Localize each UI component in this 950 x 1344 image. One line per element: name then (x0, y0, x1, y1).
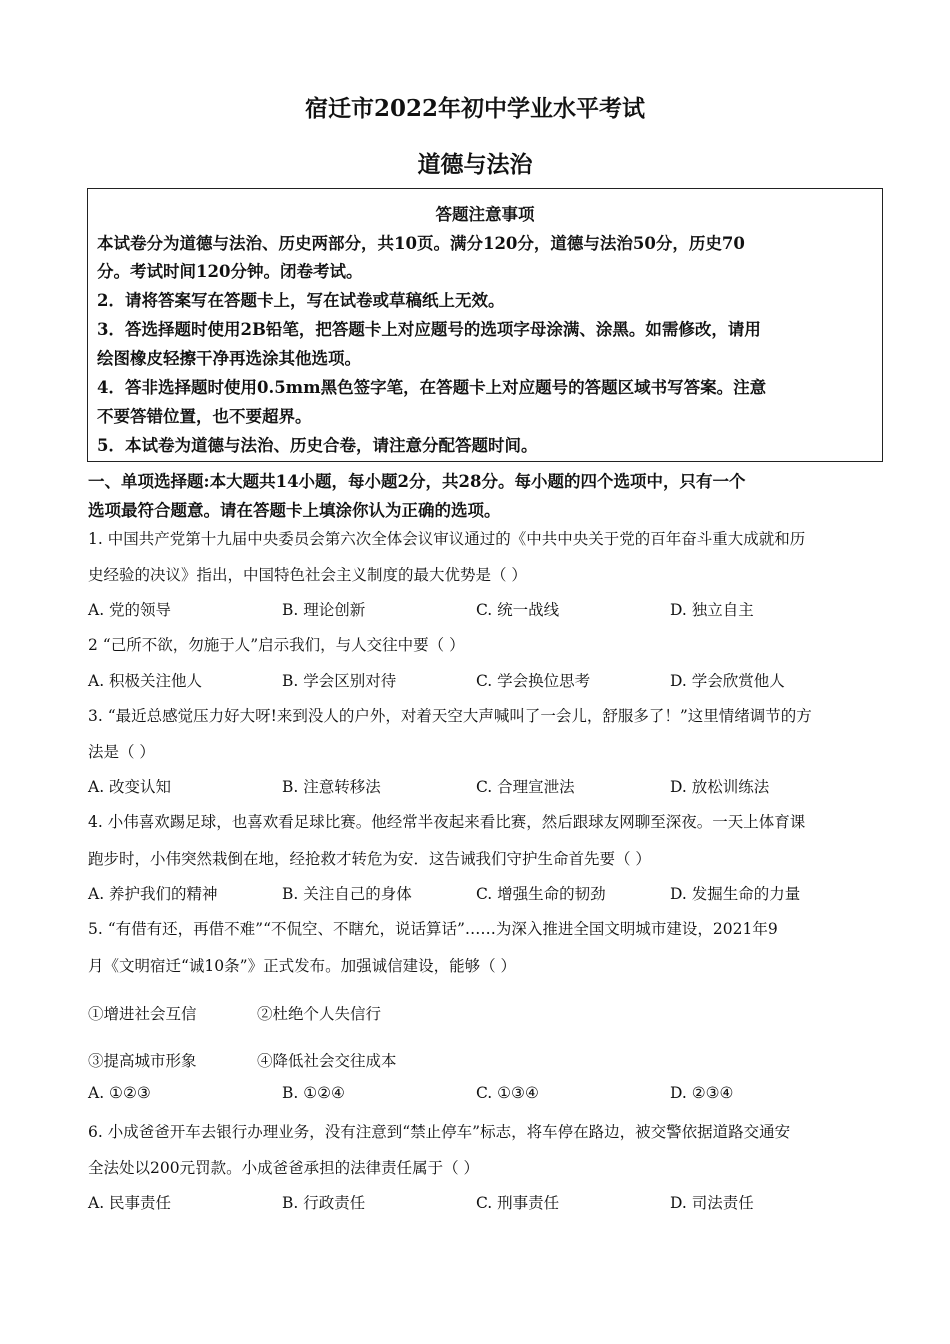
option-d: D. 发掘生命的力量 (670, 885, 801, 903)
section-instructions: 选项最符合题意。请在答题卡上填涂你认为正确的选项。 (88, 501, 501, 520)
statement-item: ④降低社会交往成本 (257, 1052, 397, 1070)
notice-line: 本试卷分为道德与法治、历史两部分，共10页。满分120分，道德与法治50分，历史70 (97, 234, 745, 253)
option-d: D. 放松训练法 (670, 778, 770, 796)
option-b: B. 行政责任 (282, 1194, 366, 1212)
notice-heading: 答题注意事项 (435, 205, 535, 224)
notice-line: 4．答非选择题时使用0.5mm黑色签字笔，在答题卡上对应题号的答题区域书写答案。注意 (97, 378, 767, 397)
statement-item: ③提高城市形象 (88, 1052, 197, 1070)
option-a: A. 党的领导 (88, 601, 172, 619)
section-instructions: 一、单项选择题:本大题共14小题，每小题2分，共28分。每小题的四个选项中，只有一个 (88, 472, 746, 491)
question-text: 全法处以200元罚款。小成爸爸承担的法律责任属于（ ） (88, 1159, 480, 1177)
notice-line: 2．请将答案写在答题卡上，写在试卷或草稿纸上无效。 (97, 291, 505, 310)
statement-item: ①增进社会互信 (88, 1005, 197, 1023)
option-a: A. 改变认知 (88, 778, 172, 796)
option-d: D. 司法责任 (670, 1194, 754, 1212)
notice-line: 3．答选择题时使用2B铅笔，把答题卡上对应题号的选项字母涂满、涂黑。如需修改，请用 (97, 320, 761, 339)
option-d: D. 独立自主 (670, 601, 754, 619)
option-a: A. 养护我们的精神 (88, 885, 218, 903)
notice-box (87, 188, 883, 462)
option-b: B. 理论创新 (282, 601, 366, 619)
question-text: 2 “己所不欲，勿施于人”启示我们，与人交往中要（ ） (88, 636, 465, 654)
question-text: 5. “有借有还，再借不难”“不侃空、不瞎允，说话算话”……为深入推进全国文明城市建设，2021年9 (88, 920, 778, 938)
option-c: C. 学会换位思考 (476, 672, 591, 690)
option-a: A. 民事责任 (88, 1194, 172, 1212)
option-c: C. 增强生命的韧劲 (476, 885, 606, 903)
option-a: A. ①②③ (88, 1084, 151, 1102)
subject-title: 道德与法治 (417, 151, 533, 178)
question-text: 6. 小成爸爸开车去银行办理业务，没有注意到“禁止停车”标志，将车停在路边，被交警依据道路交通安 (88, 1123, 791, 1141)
notice-line: 绘图橡皮轻擦干净再选涂其他选项。 (97, 349, 361, 368)
notice-line: 分。考试时间120分钟。闭卷考试。 (97, 262, 363, 281)
option-b: B. 学会区别对待 (282, 672, 397, 690)
question-text: 1. 中国共产党第十九届中央委员会第六次全体会议审议通过的《中共中央关于党的百年奋斗重大成就和历 (88, 530, 806, 548)
question-text: 跑步时，小伟突然栽倒在地，经抢救才转危为安．这告诫我们守护生命首先要（ ） (88, 850, 651, 868)
question-text: 4. 小伟喜欢踢足球，也喜欢看足球比赛。他经常半夜起来看比赛，然后跟球友网聊至深夜。一天上体育课 (88, 813, 806, 831)
option-c: C. ①③④ (476, 1084, 539, 1102)
statement-item: ②杜绝个人失信行 (257, 1005, 382, 1023)
option-c: C. 合理宣泄法 (476, 778, 575, 796)
question-text: 月《文明宿迁“诚10条”》正式发布。加强诚信建设，能够（ ） (88, 957, 517, 975)
notice-line: 5．本试卷为道德与法治、历史合卷，请注意分配答题时间。 (97, 436, 538, 455)
option-b: B. 关注自己的身体 (282, 885, 412, 903)
option-b: B. ①②④ (282, 1084, 345, 1102)
option-c: C. 统一战线 (476, 601, 560, 619)
option-d: D. 学会欣赏他人 (670, 672, 785, 690)
option-a: A. 积极关注他人 (88, 672, 203, 690)
option-c: C. 刑事责任 (476, 1194, 560, 1212)
question-text: 法是（ ） (88, 743, 155, 761)
option-d: D. ②③④ (670, 1084, 734, 1102)
question-text: 3. “最近总感觉压力好大呀!来到没人的户外，对着天空大声喊叫了一会儿，舒服多了！”这里情绪调节的方 (88, 707, 812, 725)
question-text: 史经验的决议》指出，中国特色社会主义制度的最大优势是（ ） (88, 566, 527, 584)
option-b: B. 注意转移法 (282, 778, 381, 796)
notice-line: 不要答错位置，也不要超界。 (97, 407, 312, 426)
exam-title: 宿迁市2022年初中学业水平考试 (304, 95, 645, 122)
